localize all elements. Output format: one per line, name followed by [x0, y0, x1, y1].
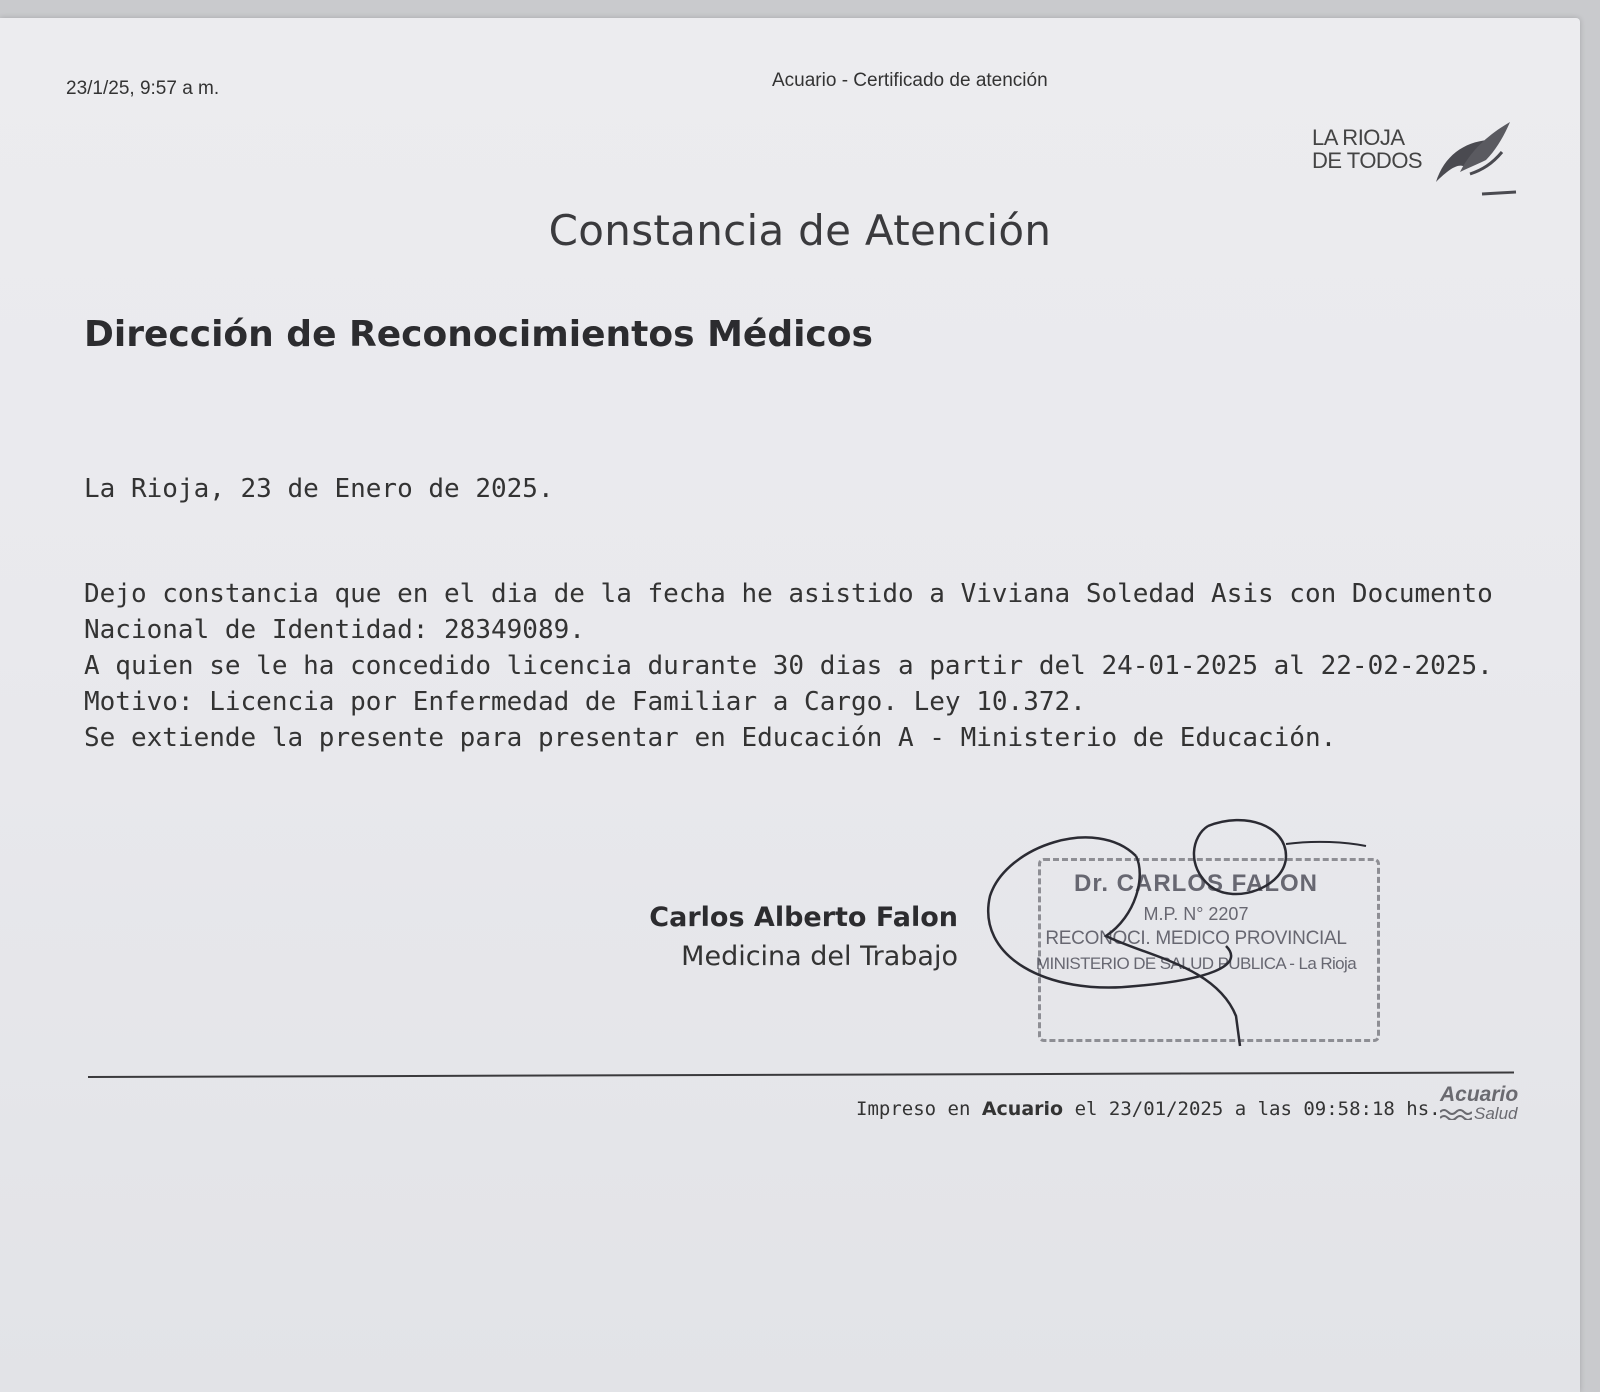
wave-icon [1440, 1108, 1472, 1120]
place-and-date: La Rioja, 23 de Enero de 2025. [84, 474, 554, 504]
doctor-stamp [986, 816, 1406, 1056]
stamp-doctor-name: Dr. CARLOS FALON [1073, 870, 1318, 897]
body-line: Se extiende la presente para presentar en Educación A - Ministerio de Educación. [84, 723, 1337, 753]
signer-role: Medicina del Trabajo [681, 941, 958, 972]
document-title: Constancia de Atención [548, 206, 1052, 255]
department-heading: Dirección de Reconocimientos Médicos [84, 314, 873, 355]
document-page [0, 18, 1580, 1392]
logo-line-2: DE TODOS [1312, 148, 1423, 173]
footer-logo-top: Acuario [1440, 1083, 1519, 1106]
stamp-license-number: M.P. N° 2207 [1143, 904, 1249, 924]
leaf-flag-icon [1430, 116, 1520, 196]
logo-text [1312, 126, 1422, 172]
signer-name: Carlos Alberto Falon [649, 902, 958, 933]
print-timestamp: 23/1/25, 9:57 a m. [66, 78, 220, 99]
handwritten-signature [986, 816, 1406, 1056]
certificate-body [84, 576, 1504, 756]
stamp-position: RECONOCI. MEDICO PROVINCIAL [1045, 928, 1347, 949]
footer-logo-bottom [1440, 1105, 1540, 1123]
body-line: Dejo constancia que en el dia de la fecha he asistido a Viviana Soledad Asis con Documento [84, 579, 1493, 609]
body-line: Nacional de Identidad: 28349089. [84, 615, 585, 645]
print-page-title: Acuario - Certificado de atención [772, 70, 1048, 91]
la-rioja-logo [1312, 116, 1522, 206]
footer-suffix: el 23/01/2025 a las 09:58:18 hs. [1074, 1098, 1441, 1120]
footer-app-name: Acuario [981, 1098, 1064, 1120]
footer-prefix: Impreso en [856, 1098, 971, 1120]
footer-divider [88, 1072, 1514, 1078]
logo-line-1: LA RIOJA [1312, 125, 1405, 150]
stamp-ministry: MINISTERIO DE SALUD PUBLICA - La Rioja [1035, 954, 1357, 973]
signer-block [649, 902, 958, 972]
footer-logo-bottom-text: Salud [1474, 1104, 1518, 1123]
acuario-salud-logo [1440, 1084, 1540, 1123]
body-line: Motivo: Licencia por Enfermedad de Familiar a Cargo. Ley 10.372. [84, 687, 1086, 717]
body-line: A quien se le ha concedido licencia durante 30 dias a partir del 24-01-2025 al 22-02-2025. [84, 651, 1493, 681]
print-footer [856, 1098, 1441, 1120]
